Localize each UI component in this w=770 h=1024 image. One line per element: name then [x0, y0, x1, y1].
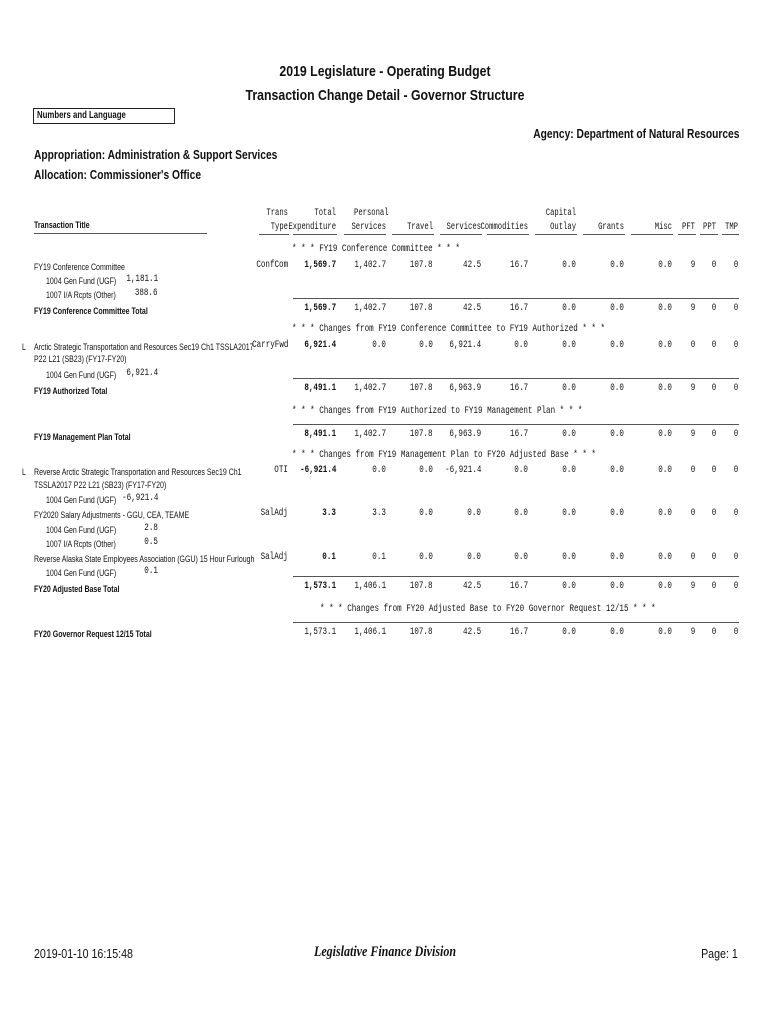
tmp: 0 — [733, 626, 738, 638]
tmp: 0 — [733, 259, 738, 271]
travel: 107.8 — [410, 626, 433, 638]
row-title: Reverse Alaska State Employees Association (GGU) 15 Hour Furlough — [34, 554, 255, 564]
grants: 0.0 — [610, 464, 624, 476]
grants: 0.0 — [610, 339, 624, 351]
commodities: 0.0 — [514, 339, 528, 351]
fund-amount: -6,921.4 — [121, 492, 158, 504]
ppt: 0 — [711, 551, 716, 563]
footer-page: Page: 1 — [701, 946, 738, 961]
services: 0.0 — [467, 507, 481, 519]
services: 42.5 — [462, 626, 481, 638]
row-title: Reverse Arctic Strategic Transportation and Resources Sec19 Ch1 — [34, 467, 242, 477]
travel: 0.0 — [419, 551, 433, 563]
misc: 0.0 — [658, 580, 672, 592]
col-personal: Personal — [354, 208, 389, 219]
misc: 0.0 — [658, 302, 672, 314]
trans-type: SalAdj — [260, 507, 288, 519]
services: 6,963.9 — [449, 428, 481, 440]
grants: 0.0 — [610, 428, 624, 440]
services: 42.5 — [462, 580, 481, 592]
fund-label: 1007 I/A Rcpts (Other) — [46, 539, 116, 549]
fund-amount: 6,921.4 — [126, 367, 158, 379]
pft: 9 — [690, 580, 695, 592]
section-header: * * * Changes from FY19 Management Plan to FY20 Adjusted Base * * * — [292, 449, 596, 461]
tmp: 0 — [733, 507, 738, 519]
tmp: 0 — [733, 580, 738, 592]
pft: 9 — [690, 302, 695, 314]
grants: 0.0 — [610, 580, 624, 592]
total-expenditure: 6,921.4 — [304, 339, 336, 351]
line-marker: L — [22, 467, 26, 477]
col-tmp: TMP — [725, 222, 738, 233]
commodities: 16.7 — [509, 626, 528, 638]
total-expenditure: 1,569.7 — [304, 259, 336, 271]
appropriation-label: Appropriation: Administration & Support Services — [34, 148, 278, 162]
tmp: 0 — [733, 302, 738, 314]
capital-outlay: 0.0 — [562, 507, 576, 519]
report-title: 2019 Legislature - Operating Budget — [279, 63, 491, 80]
pft: 9 — [690, 382, 695, 394]
row-title: FY2020 Salary Adjustments - GGU, CEA, TEAME — [34, 510, 190, 520]
fund-label: 1004 Gen Fund (UGF) — [46, 276, 117, 286]
footer-division: Legislative Finance Division — [314, 944, 456, 960]
fund-label: 1004 Gen Fund (UGF) — [46, 370, 117, 380]
capital-outlay: 0.0 — [562, 302, 576, 314]
total-expenditure: 8,491.1 — [304, 382, 336, 394]
tmp: 0 — [733, 464, 738, 476]
commodities: 0.0 — [514, 551, 528, 563]
services: 42.5 — [462, 259, 481, 271]
ppt: 0 — [711, 339, 716, 351]
commodities: 0.0 — [514, 464, 528, 476]
capital-outlay: 0.0 — [562, 580, 576, 592]
misc: 0.0 — [658, 428, 672, 440]
tmp: 0 — [733, 382, 738, 394]
commodities: 16.7 — [509, 428, 528, 440]
col-services2: Services — [446, 222, 481, 233]
fund-amount: 0.1 — [144, 565, 158, 577]
tmp: 0 — [733, 551, 738, 563]
col-transaction-title: Transaction Title — [34, 220, 90, 230]
grants: 0.0 — [610, 626, 624, 638]
col-pft: PFT — [682, 222, 695, 233]
travel: 0.0 — [419, 507, 433, 519]
fund-amount: 1,181.1 — [126, 273, 158, 285]
allocation-label: Allocation: Commissioner's Office — [34, 168, 202, 182]
col-total: Total — [314, 208, 336, 219]
trans-type: OTI — [274, 464, 288, 476]
ppt: 0 — [711, 580, 716, 592]
pft: 9 — [690, 428, 695, 440]
services: 6,921.4 — [449, 339, 481, 351]
col-type: Type — [270, 222, 288, 233]
pft: 0 — [690, 464, 695, 476]
row-title-cont: TSSLA2017 P22 L21 (SB23) (FY17-FY20) — [34, 480, 167, 490]
services: 6,963.9 — [449, 382, 481, 394]
total-row-title: FY20 Governor Request 12/15 Total — [34, 629, 152, 639]
personal-services: 1,402.7 — [354, 428, 386, 440]
personal-services: 3.3 — [372, 507, 386, 519]
section-header: * * * FY19 Conference Committee * * * — [292, 243, 460, 255]
capital-outlay: 0.0 — [562, 259, 576, 271]
col-expenditure: Expenditure — [288, 222, 336, 233]
personal-services: 0.0 — [372, 464, 386, 476]
total-expenditure: 3.3 — [322, 507, 336, 519]
capital-outlay: 0.0 — [562, 339, 576, 351]
commodities: 16.7 — [509, 259, 528, 271]
total-expenditure: 8,491.1 — [304, 428, 336, 440]
ppt: 0 — [711, 464, 716, 476]
ppt: 0 — [711, 302, 716, 314]
col-services: Services — [351, 222, 386, 233]
section-header: * * * Changes from FY19 Conference Committee to FY19 Authorized * * * — [292, 323, 606, 335]
col-capital: Capital — [545, 208, 576, 219]
pft: 9 — [690, 626, 695, 638]
ppt: 0 — [711, 626, 716, 638]
capital-outlay: 0.0 — [562, 382, 576, 394]
total-expenditure: 1,573.1 — [304, 580, 336, 592]
commodities: 16.7 — [509, 382, 528, 394]
row-title: FY19 Conference Committee — [34, 262, 125, 272]
personal-services: 1,402.7 — [354, 259, 386, 271]
pft: 0 — [690, 551, 695, 563]
total-row-title: FY19 Authorized Total — [34, 386, 108, 396]
total-expenditure: -6,921.4 — [299, 464, 336, 476]
misc: 0.0 — [658, 339, 672, 351]
total-expenditure: 1,573.1 — [304, 626, 336, 638]
pft: 9 — [690, 259, 695, 271]
travel: 107.8 — [410, 259, 433, 271]
grants: 0.0 — [610, 551, 624, 563]
section-header: * * * Changes from FY19 Authorized to FY19 Management Plan * * * — [292, 405, 583, 417]
total-row-title: FY19 Management Plan Total — [34, 432, 131, 442]
numbers-language-label: Numbers and Language — [37, 110, 126, 121]
travel: 107.8 — [410, 302, 433, 314]
grants: 0.0 — [610, 507, 624, 519]
personal-services: 0.1 — [372, 551, 386, 563]
travel: 0.0 — [419, 339, 433, 351]
misc: 0.0 — [658, 259, 672, 271]
ppt: 0 — [711, 259, 716, 271]
tmp: 0 — [733, 339, 738, 351]
misc: 0.0 — [658, 507, 672, 519]
personal-services: 1,406.1 — [354, 626, 386, 638]
col-trans: Trans — [266, 208, 288, 219]
capital-outlay: 0.0 — [562, 551, 576, 563]
ppt: 0 — [711, 382, 716, 394]
col-misc: Misc — [654, 222, 672, 233]
fund-amount: 2.8 — [144, 522, 158, 534]
col-commodities: Commodities — [480, 222, 528, 233]
commodities: 16.7 — [509, 580, 528, 592]
agency-label: Agency: Department of Natural Resources — [532, 127, 739, 141]
total-expenditure: 0.1 — [322, 551, 336, 563]
fund-label: 1007 I/A Rcpts (Other) — [46, 290, 116, 300]
capital-outlay: 0.0 — [562, 626, 576, 638]
misc: 0.0 — [658, 551, 672, 563]
commodities: 16.7 — [509, 302, 528, 314]
total-row-title: FY19 Conference Committee Total — [34, 306, 148, 316]
col-ppt: PPT — [703, 222, 716, 233]
grants: 0.0 — [610, 302, 624, 314]
col-travel: Travel — [407, 222, 433, 233]
services: 42.5 — [462, 302, 481, 314]
capital-outlay: 0.0 — [562, 464, 576, 476]
grants: 0.0 — [610, 382, 624, 394]
fund-amount: 0.5 — [144, 536, 158, 548]
commodities: 0.0 — [514, 507, 528, 519]
personal-services: 1,406.1 — [354, 580, 386, 592]
misc: 0.0 — [658, 464, 672, 476]
trans-type: ConfCom — [256, 259, 288, 271]
personal-services: 0.0 — [372, 339, 386, 351]
report-subtitle: Transaction Change Detail - Governor Structure — [245, 87, 525, 104]
section-header: * * * Changes from FY20 Adjusted Base to FY20 Governor Request 12/15 * * * — [320, 603, 656, 615]
row-title: Arctic Strategic Transportation and Resources Sec19 Ch1 TSSLA2017 — [34, 342, 254, 352]
capital-outlay: 0.0 — [562, 428, 576, 440]
travel: 107.8 — [410, 382, 433, 394]
pft: 0 — [690, 339, 695, 351]
total-row-title: FY20 Adjusted Base Total — [34, 584, 120, 594]
fund-amount: 388.6 — [135, 287, 158, 299]
pft: 0 — [690, 507, 695, 519]
fund-label: 1004 Gen Fund (UGF) — [46, 495, 117, 505]
line-marker: L — [22, 342, 26, 352]
grants: 0.0 — [610, 259, 624, 271]
tmp: 0 — [733, 428, 738, 440]
travel: 0.0 — [419, 464, 433, 476]
ppt: 0 — [711, 428, 716, 440]
footer-timestamp: 2019-01-10 16:15:48 — [34, 946, 133, 961]
col-outlay: Outlay — [550, 222, 576, 233]
col-grants: Grants — [598, 222, 624, 233]
ppt: 0 — [711, 507, 716, 519]
row-title-cont: P22 L21 (SB23) (FY17-FY20) — [34, 354, 127, 364]
travel: 107.8 — [410, 580, 433, 592]
fund-label: 1004 Gen Fund (UGF) — [46, 568, 117, 578]
personal-services: 1,402.7 — [354, 302, 386, 314]
misc: 0.0 — [658, 626, 672, 638]
services: -6,921.4 — [444, 464, 481, 476]
misc: 0.0 — [658, 382, 672, 394]
trans-type: SalAdj — [260, 551, 288, 563]
services: 0.0 — [467, 551, 481, 563]
personal-services: 1,402.7 — [354, 382, 386, 394]
total-expenditure: 1,569.7 — [304, 302, 336, 314]
fund-label: 1004 Gen Fund (UGF) — [46, 525, 117, 535]
trans-type: CarryFwd — [251, 339, 288, 351]
travel: 107.8 — [410, 428, 433, 440]
